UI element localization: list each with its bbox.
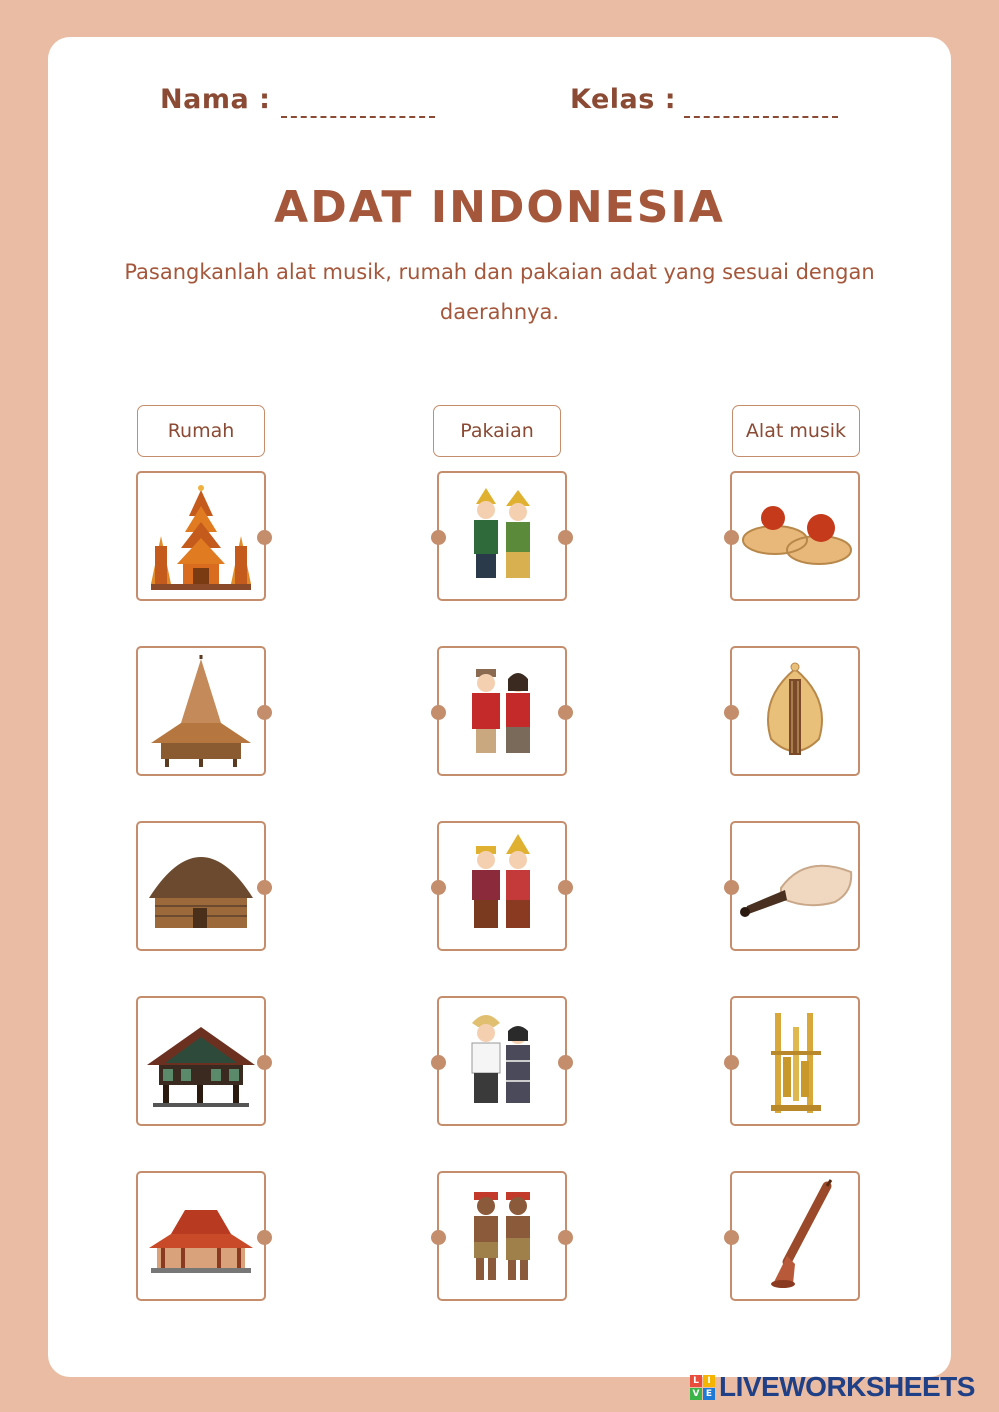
liveworksheets-logo-mark (690, 1375, 715, 1400)
liveworksheets-logo (690, 1373, 975, 1401)
name-field[interactable] (281, 116, 435, 118)
joglo-house-icon (141, 1176, 261, 1296)
sumatra-couple-costume-icon (442, 476, 562, 596)
name-label: Nama : (160, 84, 271, 115)
pakaian-4-connector-left[interactable] (431, 1055, 446, 1070)
logo-letter: V (690, 1388, 702, 1400)
honai-hut-icon (141, 826, 261, 946)
alat-musik-1-connector[interactable] (724, 530, 739, 545)
pakaian-card-2[interactable] (437, 646, 567, 776)
logo-letter: E (703, 1388, 715, 1400)
serunai-icon (735, 1176, 855, 1296)
alat-musik-card-4[interactable] (730, 996, 860, 1126)
rumah-card-2[interactable] (136, 646, 266, 776)
pakaian-5-connector-left[interactable] (431, 1230, 446, 1245)
alat-musik-card-5[interactable] (730, 1171, 860, 1301)
rumah-3-connector[interactable] (257, 880, 272, 895)
pakaian-1-connector-left[interactable] (431, 530, 446, 545)
page-title: ADAT INDONESIA (274, 182, 725, 233)
angklung-icon (735, 1001, 855, 1121)
betawi-couple-costume-icon (442, 651, 562, 771)
bali-couple-costume-icon (442, 826, 562, 946)
logo-letter: L (690, 1375, 702, 1387)
rumah-1-connector[interactable] (257, 530, 272, 545)
rumah-2-connector[interactable] (257, 705, 272, 720)
pakaian-1-connector-right[interactable] (558, 530, 573, 545)
rumah-card-1[interactable] (136, 471, 266, 601)
alat-musik-3-connector[interactable] (724, 880, 739, 895)
pakaian-card-3[interactable] (437, 821, 567, 951)
pakaian-3-connector-left[interactable] (431, 880, 446, 895)
papua-couple-costume-icon (442, 1176, 562, 1296)
triton-shell-icon (735, 826, 855, 946)
column-header-pakaian: Pakaian (433, 405, 561, 457)
rumah-card-5[interactable] (136, 1171, 266, 1301)
rumah-4-connector[interactable] (257, 1055, 272, 1070)
alat-musik-card-1[interactable] (730, 471, 860, 601)
pakaian-4-connector-right[interactable] (558, 1055, 573, 1070)
class-label: Kelas : (570, 84, 677, 115)
pakaian-5-connector-right[interactable] (558, 1230, 573, 1245)
cymbals-icon (735, 476, 855, 596)
pakaian-2-connector-left[interactable] (431, 705, 446, 720)
sumba-thatched-house-icon (141, 651, 261, 771)
logo-letter: I (703, 1375, 715, 1387)
alat-musik-4-connector[interactable] (724, 1055, 739, 1070)
class-field[interactable] (684, 116, 838, 118)
rumah-card-3[interactable] (136, 821, 266, 951)
sasando-icon (735, 651, 855, 771)
alat-musik-card-2[interactable] (730, 646, 860, 776)
logo-text: LIVEWORKSHEETS (719, 1371, 975, 1402)
alat-musik-2-connector[interactable] (724, 705, 739, 720)
rumah-card-4[interactable] (136, 996, 266, 1126)
instruction-text: Pasangkanlah alat musik, rumah dan pakaian adat yang sesuai dengan daerahnya. (124, 260, 875, 324)
alat-musik-5-connector[interactable] (724, 1230, 739, 1245)
bali-temple-house-icon (141, 476, 261, 596)
column-header-alat-musik: Alat musik (732, 405, 860, 457)
pakaian-card-1[interactable] (437, 471, 567, 601)
rumah-5-connector[interactable] (257, 1230, 272, 1245)
pakaian-card-5[interactable] (437, 1171, 567, 1301)
alat-musik-card-3[interactable] (730, 821, 860, 951)
ntt-couple-costume-icon (442, 1001, 562, 1121)
bolon-stilt-house-icon (141, 1001, 261, 1121)
pakaian-3-connector-right[interactable] (558, 880, 573, 895)
column-header-rumah: Rumah (137, 405, 265, 457)
pakaian-2-connector-right[interactable] (558, 705, 573, 720)
pakaian-card-4[interactable] (437, 996, 567, 1126)
